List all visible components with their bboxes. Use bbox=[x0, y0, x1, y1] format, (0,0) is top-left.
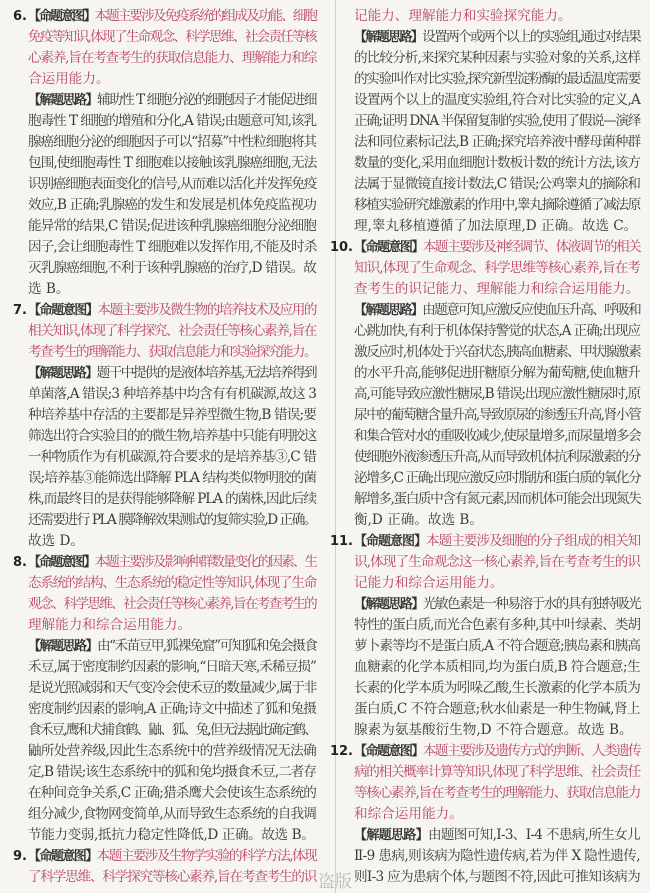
analysis-text: 设置两个以上的温度实验组,符合对比实验的定义,A bbox=[354, 92, 640, 108]
analysis-line bbox=[28, 699, 316, 720]
intent-text: 记能力和综合运用能力。 bbox=[354, 575, 504, 591]
analysis-line bbox=[354, 216, 640, 237]
analysis-text: 株,而最终目的是获得能够降解 PLA 的菌株,因此后续 bbox=[28, 491, 316, 507]
analysis-line bbox=[354, 300, 640, 321]
watermark: 盗版 bbox=[318, 872, 352, 892]
analysis-text: 衡,D 正确。故选 B。 bbox=[354, 512, 484, 528]
intent-label: 【命题意图】 bbox=[354, 240, 423, 255]
analysis-line bbox=[28, 174, 316, 195]
answer-item bbox=[329, 531, 641, 741]
intent-line bbox=[13, 300, 316, 321]
analysis-text: 辅助性 T 细胞分泌的细胞因子才能促进细 bbox=[97, 92, 316, 108]
analysis-text: 正确;证明 DNA 半保留复制的实验,使用了假说—演绎 bbox=[354, 113, 640, 129]
analysis-line bbox=[28, 489, 316, 510]
analysis-line bbox=[354, 426, 640, 447]
analysis-text: 筛选出符合实验目的的微生物,培养基中只能有明胶这 bbox=[28, 428, 317, 444]
analysis-text: 的比较分析,来探究某种因素与实验对象的关系,这样 bbox=[354, 50, 641, 66]
analysis-line bbox=[28, 279, 316, 300]
intent-label: 【命题意图】 bbox=[28, 9, 95, 24]
analysis-label: 【解题思路】 bbox=[354, 303, 423, 318]
analysis-line bbox=[354, 90, 640, 111]
intent-line bbox=[28, 615, 316, 636]
analysis-text: 设置两个或两个以上的实验组,通过对结果 bbox=[422, 29, 640, 45]
analysis-line bbox=[354, 384, 640, 405]
analysis-text: 由题意可知,应激反应使血压升高、呼吸和 bbox=[422, 302, 640, 318]
analysis-text: 理,睾丸移植遵循了加法原理,D 正确。故选 C。 bbox=[354, 218, 638, 234]
intent-text: 本题主要涉及生物学实验的科学方法,体现 bbox=[96, 848, 317, 864]
analysis-line bbox=[354, 321, 640, 342]
intent-line bbox=[354, 258, 640, 279]
analysis-line bbox=[28, 132, 316, 153]
analysis-text: 一种物质作为有机碳源,符合要求的是培养基③,C 错 bbox=[28, 449, 316, 465]
analysis-line bbox=[354, 195, 640, 216]
answer-item bbox=[354, 6, 640, 237]
analysis-line bbox=[28, 258, 316, 279]
intent-line bbox=[329, 741, 641, 762]
analysis-text: 解增多,蛋白质中含有氮元素,因而机体可能会出现氮失 bbox=[354, 491, 641, 507]
analysis-text: 法和同位素标记法,B 正确;探究培养液中酵母菌种群 bbox=[354, 134, 641, 150]
intent-text: 和综合运用能力。 bbox=[354, 806, 463, 822]
analysis-text: 种培养基中存活的主要都是异养型微生物,B 错误;要 bbox=[28, 407, 316, 423]
analysis-text: 是说光照减弱和天气变冷会使禾豆的数量减少,属于非 bbox=[28, 680, 317, 696]
analysis-line bbox=[354, 447, 640, 468]
analysis-line bbox=[354, 510, 640, 531]
analysis-text: 灭乳腺癌细胞,不利于该种乳腺癌的治疗,D 错误。故 bbox=[28, 260, 316, 276]
analysis-label: 【解题思路】 bbox=[354, 597, 423, 612]
analysis-text: 因子,会让细胞毒性 T 细胞难以发挥作用,不能及时杀 bbox=[28, 239, 317, 255]
intent-text: 本题主要涉及细胞的分子组成的相关知 bbox=[426, 533, 641, 549]
item-number: 10. bbox=[329, 240, 353, 255]
intent-line bbox=[13, 846, 317, 867]
analysis-line bbox=[354, 699, 640, 720]
intent-text: 合运用能力。 bbox=[28, 71, 110, 87]
analysis-line bbox=[28, 237, 316, 258]
analysis-line bbox=[28, 384, 316, 405]
intent-text: 态系统的结构、生态系统的稳定性等知识,体现了生命 bbox=[28, 575, 317, 591]
intent-line bbox=[354, 552, 640, 573]
analysis-line bbox=[28, 636, 316, 657]
analysis-line bbox=[28, 363, 316, 384]
analysis-text: 数量的变化,采用血细胞计数板计数的统计方法,该方 bbox=[354, 155, 641, 171]
analysis-line bbox=[28, 804, 316, 825]
analysis-text: 包围,使细胞毒性 T 细胞难以接触该乳腺癌细胞,无法 bbox=[28, 155, 317, 171]
analysis-line bbox=[28, 762, 316, 783]
analysis-text: 误;培养基③能筛选出降解 PLA 结构类似物明胶的菌 bbox=[28, 470, 316, 486]
left-column bbox=[13, 6, 317, 888]
intent-line bbox=[329, 531, 641, 552]
intent-text: 免疫等知识,体现了生命观念、科学思维、社会责任等核 bbox=[28, 29, 317, 45]
intent-text: 病的相关概率计算等知识,体现了科学思维、社会责任 bbox=[354, 764, 640, 780]
intent-text: 本题主要涉及神经调节、体液调节的相关 bbox=[422, 239, 641, 255]
analysis-line bbox=[28, 447, 316, 468]
intent-line bbox=[329, 237, 641, 258]
analysis-text: 则Ⅰ-3 应为患病个体,与题图不符,因此可推知该病为 bbox=[354, 869, 640, 885]
analysis-text: 的实验叫作对比实验,探究新型淀粉酶的最适温度需要 bbox=[354, 71, 640, 87]
analysis-text: 蛋白质,C 不符合题意;秋水仙素是一种生物碱,肾上 bbox=[354, 701, 640, 717]
analysis-text: 使细胞外液渗透压升高,从而导致机体抗利尿激素的分 bbox=[354, 449, 640, 465]
intent-text: 考查考生的理解能力、获取信息能力和实验探究能力。 bbox=[28, 344, 316, 360]
intent-label: 【命题意图】 bbox=[28, 303, 98, 318]
analysis-text: 单菌落,A 错误;3 种培养基中均含有有机碳源,故这 3 bbox=[28, 386, 316, 402]
analysis-text: 密度制约因素的影响,A 正确;诗文中描述了狐和兔摄 bbox=[28, 701, 316, 717]
analysis-text: 定,B 错误;该生态系统中的狐和兔均摄食禾豆,二者存 bbox=[28, 764, 316, 780]
intent-text: 知识,体现了生命观念、科学思维等核心素养,旨在考 bbox=[354, 260, 641, 276]
analysis-line bbox=[28, 510, 316, 531]
intent-line bbox=[354, 762, 640, 783]
intent-line bbox=[28, 867, 316, 888]
analysis-text: 移植实验研究雄激素的作用中,睾丸摘除遵循了减法原 bbox=[354, 197, 640, 213]
analysis-text: Ⅱ-9 患病,则该病为隐性遗传病,若为伴 X 隐性遗传, bbox=[354, 848, 640, 864]
intent-text: 本题主要涉及遗传方式的判断、人类遗传 bbox=[422, 743, 641, 759]
analysis-text: 故选 D。 bbox=[28, 533, 85, 549]
analysis-label: 【解题思路】 bbox=[354, 30, 423, 45]
analysis-text: 光敏色素是一种易溶于水的具有独特吸光 bbox=[422, 596, 641, 612]
analysis-line bbox=[354, 720, 640, 741]
intent-text: 识,体现了生命观念这一核心素养,旨在考查考生的识 bbox=[354, 554, 641, 570]
intent-text: 本题主要涉及免疫系统的组成及功能、细胞 bbox=[94, 8, 316, 24]
analysis-label: 【解题思路】 bbox=[354, 828, 428, 843]
intent-text: 了科学思维、科学探究等核心素养,旨在考查考生的识 bbox=[28, 869, 317, 885]
analysis-line bbox=[354, 657, 640, 678]
analysis-line bbox=[354, 69, 640, 90]
intent-line bbox=[28, 48, 316, 69]
analysis-line bbox=[354, 153, 640, 174]
analysis-text: 节能力变弱,抵抗力稳定性降低,D 正确。故选 B。 bbox=[28, 827, 315, 843]
analysis-text: 腺癌细胞分泌的细胞因子可以“招募”中性粒细胞将其 bbox=[28, 134, 316, 150]
analysis-line bbox=[354, 111, 640, 132]
analysis-label: 【解题思路】 bbox=[28, 93, 98, 108]
intent-line bbox=[13, 552, 316, 573]
analysis-text: 长素的化学本质为吲哚乙酸,生长激素的化学本质为 bbox=[354, 680, 640, 696]
analysis-line bbox=[354, 27, 640, 48]
item-number: 7. bbox=[13, 303, 27, 318]
analysis-text: 法属于显微镜直接计数法,C 错误;公鸡睾丸的摘除和 bbox=[354, 176, 640, 192]
analysis-line bbox=[28, 216, 316, 237]
analysis-line bbox=[28, 825, 316, 846]
intent-line bbox=[28, 321, 316, 342]
item-number: 8. bbox=[13, 555, 27, 570]
analysis-text: 题干中提供的是液体培养基,无法培养得到 bbox=[96, 365, 317, 381]
analysis-line bbox=[28, 426, 316, 447]
intent-text: 相关知识,体现了科学探究、社会责任等核心素养,旨在 bbox=[28, 323, 316, 339]
intent-text: 本题主要涉及微生物的培养技术及应用的 bbox=[97, 302, 316, 318]
answer-item bbox=[13, 552, 317, 846]
intent-line bbox=[28, 573, 316, 594]
analysis-line bbox=[28, 195, 316, 216]
intent-label: 【命题意图】 bbox=[28, 849, 97, 864]
analysis-text: 泌增多,C 正确;出现应激反应时脂肪和蛋白质的氧化分 bbox=[354, 470, 641, 486]
analysis-text: 食禾豆,鹰和犬捕食鹤、鼬、狐、兔,但无法据此确定鹤、 bbox=[28, 722, 317, 738]
answer-item bbox=[13, 6, 317, 300]
item-number: 12. bbox=[329, 744, 353, 759]
analysis-line bbox=[28, 678, 316, 699]
intent-line bbox=[28, 594, 316, 615]
analysis-line bbox=[28, 405, 316, 426]
analysis-text: 血糖素的化学本质相同,均为蛋白质,B 符合题意;生 bbox=[354, 659, 640, 675]
analysis-text: 组分减少,食物网变简单,从而导致生态系统的自我调 bbox=[28, 806, 316, 822]
analysis-text: 高,可能导致应激性糖尿,B 错误;出现应激性糖尿时,原 bbox=[354, 386, 640, 402]
analysis-line bbox=[28, 783, 316, 804]
intent-label: 【命题意图】 bbox=[354, 534, 427, 549]
analysis-line bbox=[354, 846, 640, 867]
intent-line bbox=[354, 279, 640, 300]
intent-line bbox=[28, 27, 316, 48]
analysis-line bbox=[354, 132, 640, 153]
analysis-text: 腺素为氨基酸衍生物,D 不符合题意。故选 B。 bbox=[354, 722, 633, 738]
analysis-line bbox=[354, 468, 640, 489]
analysis-line bbox=[354, 678, 640, 699]
analysis-line bbox=[354, 405, 640, 426]
analysis-line bbox=[354, 363, 640, 384]
analysis-line bbox=[354, 636, 640, 657]
analysis-text: 和集合管对水的重吸收减少,使尿量增多,而尿量增多会 bbox=[354, 428, 641, 444]
answer-item bbox=[13, 846, 317, 888]
analysis-line bbox=[28, 90, 316, 111]
analysis-text: 选 B。 bbox=[28, 281, 70, 297]
analysis-label: 【解题思路】 bbox=[28, 366, 97, 381]
analysis-text: 萝卜素等均不是蛋白质,A 不符合题意;胰岛素和胰高 bbox=[354, 638, 641, 654]
intent-line bbox=[354, 6, 640, 27]
analysis-line bbox=[354, 825, 640, 846]
analysis-line bbox=[354, 48, 640, 69]
analysis-line bbox=[28, 720, 316, 741]
analysis-line bbox=[354, 867, 640, 888]
analysis-text: 能异常的结果,C 错误;促进该种乳腺癌细胞分泌细胞 bbox=[28, 218, 316, 234]
analysis-line bbox=[28, 657, 316, 678]
intent-text: 观念、科学思维、社会责任等核心素养,旨在考查考生的 bbox=[28, 596, 317, 612]
intent-line bbox=[13, 6, 316, 27]
analysis-text: 由题图可知,Ⅰ-3、Ⅰ-4 不患病,所生女儿 bbox=[427, 827, 640, 843]
analysis-text: 还需要进行 PLA 膜降解效果测试的复筛实验,D 正确。 bbox=[28, 512, 316, 528]
intent-text: 等核心素养,旨在考查考生的理解能力、获取信息能力 bbox=[354, 785, 640, 801]
analysis-text: 的水平升高,能够促进肝糖原分解为葡萄糖,使血糖升 bbox=[354, 365, 641, 381]
intent-text: 查考生的识记能力、理解能力和综合运用能力。 bbox=[354, 281, 640, 297]
analysis-text: 特性的蛋白质,而光合色素有多种,其中叶绿素、类胡 bbox=[354, 617, 641, 633]
analysis-line bbox=[354, 615, 640, 636]
analysis-text: 心跳加快,有利于机体保持警觉的状态,A 正确;出现应 bbox=[354, 323, 640, 339]
intent-line bbox=[28, 342, 316, 363]
analysis-text: 鼬所处营养级,因此生态系统中的营养级情况无法确 bbox=[28, 743, 316, 759]
analysis-line bbox=[354, 174, 640, 195]
analysis-text: 激反应时,机体处于兴奋状态,胰高血糖素、甲状腺激素 bbox=[354, 344, 641, 360]
analysis-text: 在种间竞争关系,C 正确;猎杀鹰犬会使该生态系统的 bbox=[28, 785, 316, 801]
intent-line bbox=[354, 804, 640, 825]
analysis-text: 效应,B 正确;乳腺癌的发生和发展是机体免疫监视功 bbox=[28, 197, 316, 213]
item-number: 9. bbox=[13, 849, 27, 864]
intent-text: 心素养,旨在考查考生的获取信息能力、理解能力和综 bbox=[28, 50, 317, 66]
analysis-line bbox=[354, 489, 640, 510]
intent-line bbox=[354, 573, 640, 594]
item-number: 6. bbox=[13, 9, 27, 24]
analysis-text: 尿中的葡萄糖含量升高,导致原尿的渗透压升高,肾小管 bbox=[354, 407, 641, 423]
analysis-line bbox=[28, 741, 316, 762]
analysis-line bbox=[28, 468, 316, 489]
intent-label: 【命题意图】 bbox=[354, 744, 423, 759]
intent-text: 记能力、理解能力和实验探究能力。 bbox=[354, 8, 572, 24]
analysis-label: 【解题思路】 bbox=[28, 639, 98, 654]
intent-text: 理解能力和综合运用能力。 bbox=[28, 617, 192, 633]
analysis-line bbox=[28, 111, 316, 132]
analysis-line bbox=[28, 153, 316, 174]
analysis-text: 胞毒性 T 细胞的增殖和分化,A 错误;由题意可知,该乳 bbox=[28, 113, 316, 129]
analysis-line bbox=[354, 342, 640, 363]
analysis-text: 禾豆,属于密度制约因素的影响,“日暗天寒,禾稀豆损” bbox=[28, 659, 316, 675]
answer-item bbox=[329, 237, 641, 531]
item-number: 11. bbox=[329, 534, 353, 549]
analysis-line bbox=[354, 594, 640, 615]
intent-line bbox=[28, 69, 316, 90]
analysis-line bbox=[28, 531, 316, 552]
intent-text: 本题主要涉及影响种群数量变化的因素、生 bbox=[94, 554, 316, 570]
analysis-text: 识别癌细胞表面变化的信号,从而难以活化并发挥免疫 bbox=[28, 176, 317, 192]
intent-label: 【命题意图】 bbox=[28, 555, 95, 570]
analysis-text: 由“禾苗豆甲,狐裸兔窟”可知狐和兔会摄食 bbox=[97, 638, 317, 654]
answer-item bbox=[13, 300, 317, 552]
intent-line bbox=[354, 783, 640, 804]
